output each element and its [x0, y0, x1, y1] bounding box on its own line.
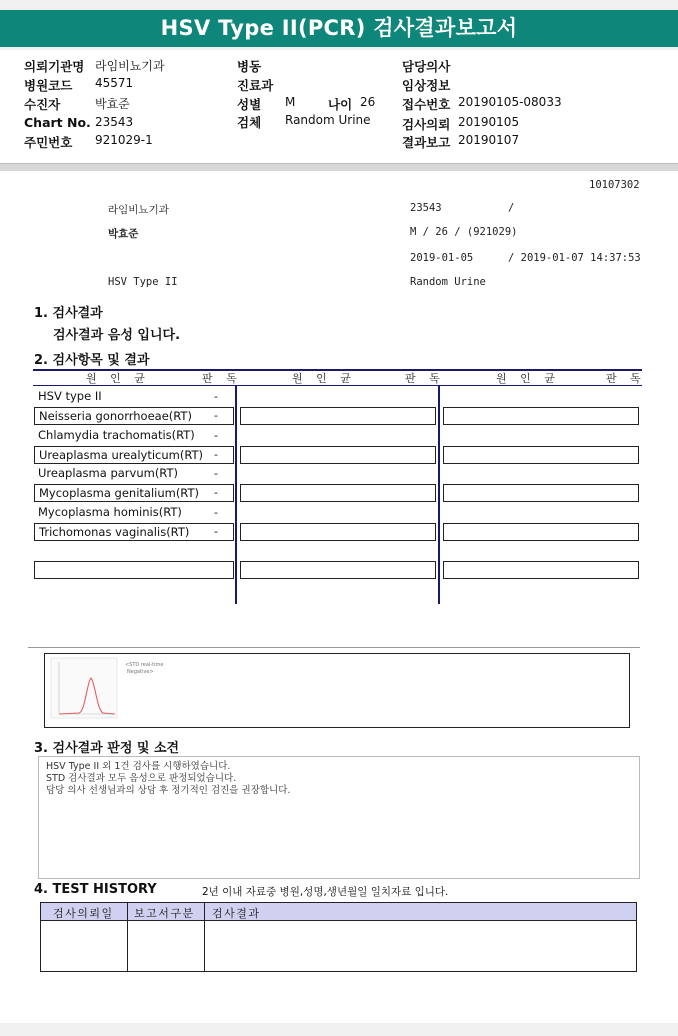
history-col-date: 검사의뢰일: [53, 907, 114, 920]
history-header: [41, 903, 636, 921]
accession-value: 20190105-08033: [458, 95, 562, 109]
table-row: Ureaplasma urealyticum(RT): [34, 446, 234, 464]
graph-label-1: <STD real-time: [125, 662, 164, 668]
clinical-label: 임상정보: [402, 78, 451, 93]
opinion-box: [38, 756, 640, 879]
table-row: Neisseria gonorrhoeae(RT): [34, 407, 234, 425]
empty-cell: [443, 484, 639, 502]
table-row: Mycoplasma genitalium(RT): [34, 484, 234, 502]
table-row: HSV type II: [38, 389, 102, 403]
empty-cell: [240, 561, 436, 579]
request-label: 검사의뢰: [402, 117, 451, 132]
col-header-result-3: 판 독: [606, 372, 646, 385]
history-table: [40, 902, 637, 972]
sex-label: 성별: [237, 97, 262, 112]
section1-title: 1. 검사결과: [34, 306, 103, 321]
summary-specimen: Random Urine: [410, 276, 486, 288]
report-body: [0, 171, 678, 1023]
section2-title: 2. 검사항목 및 결과: [34, 353, 150, 368]
col-header-result-2: 판 독: [405, 372, 445, 385]
report-title: HSV Type II(PCR) 검사결과보고서: [0, 10, 678, 47]
history-note: 2년 이내 자료중 병원,성명,생년월일 일치자료 입니다.: [202, 886, 449, 898]
empty-cell: [240, 484, 436, 502]
ward-label: 병동: [237, 59, 262, 74]
opinion-line: 담당 의사 선생님과의 상담 후 정기적인 검진을 권장합니다.: [46, 785, 291, 796]
resident-no-value: 921029-1: [95, 133, 153, 147]
row-result: -: [214, 390, 218, 403]
empty-cell: [443, 446, 639, 464]
resident-no-label: 주민번호: [24, 135, 73, 150]
row-result: -: [214, 525, 218, 538]
empty-cell: [443, 561, 639, 579]
history-col-type: 보고서구분: [134, 907, 195, 920]
summary-institution: 라임비뇨기과: [108, 204, 169, 216]
col-header-pathogen-3: 원 인 균: [496, 372, 560, 385]
empty-cell: [240, 523, 436, 541]
graph-separator: [28, 647, 640, 648]
table-row: Ureaplasma parvum(RT): [38, 466, 178, 480]
summary-sex-age: M / 26 / (921029): [410, 226, 518, 238]
row-result: -: [214, 409, 218, 422]
sex-value: M: [285, 95, 296, 109]
col-header-pathogen-1: 원 인 균: [86, 372, 150, 385]
empty-cell: [240, 407, 436, 425]
specimen-value: Random Urine: [285, 113, 371, 127]
row-result: -: [214, 486, 218, 499]
pcr-graph-box: [44, 653, 630, 728]
column-divider-1: [235, 386, 237, 604]
row-result: -: [214, 506, 218, 519]
header-info: [0, 50, 678, 164]
section4-title: 4. TEST HISTORY: [34, 882, 157, 897]
age-label: 나이: [328, 97, 353, 112]
patient-label: 수진자: [24, 97, 61, 112]
request-date: 20190105: [458, 115, 520, 129]
empty-cell: [240, 446, 436, 464]
institution-value: 라임비뇨기과: [95, 59, 165, 73]
chart-no-value: 23543: [95, 115, 134, 129]
empty-cell: [443, 523, 639, 541]
summary-date-to: / 2019-01-07 14:37:53: [508, 252, 641, 264]
opinion-line: HSV Type II 외 1건 검사를 시행하였습니다.: [46, 761, 231, 772]
col-header-pathogen-2: 원 인 균: [292, 372, 356, 385]
summary-test-name: HSV Type II: [108, 276, 178, 288]
section3-title: 3. 검사결과 판정 및 소견: [34, 741, 180, 756]
summary-date-from: 2019-01-05: [410, 252, 474, 264]
patient-value: 박효준: [95, 97, 130, 111]
row-result: -: [214, 467, 218, 480]
table-row: Mycoplasma hominis(RT): [38, 505, 182, 519]
report-label: 결과보고: [402, 135, 451, 150]
row-result: -: [214, 429, 218, 442]
table-row: Chlamydia trachomatis(RT): [38, 428, 195, 442]
accession-label: 접수번호: [402, 97, 451, 112]
report-date: 20190107: [458, 133, 520, 147]
institution-label: 의뢰기관명: [24, 59, 85, 74]
header-separator: [0, 163, 678, 171]
graph-label-2: Negative>: [127, 669, 154, 675]
row-result: -: [214, 448, 218, 461]
summary-patient: 박효준: [108, 228, 139, 240]
report-id: 10107302: [589, 179, 640, 191]
specimen-label: 검체: [237, 115, 262, 130]
dept-label: 진료과: [237, 78, 274, 93]
doctor-label: 담당의사: [402, 59, 451, 74]
opinion-line: STD 검사결과 모두 음성으로 판정되었습니다.: [46, 773, 237, 784]
summary-chart: 23543: [410, 202, 442, 214]
hospital-code-label: 병원코드: [24, 78, 73, 93]
summary-chart-slash: /: [508, 202, 515, 214]
empty-cell: [443, 407, 639, 425]
pcr-curve-chart: [45, 654, 629, 727]
column-divider-2: [438, 386, 440, 604]
hospital-code-value: 45571: [95, 76, 134, 90]
history-col-divider: [204, 903, 205, 971]
history-col-divider: [127, 903, 128, 971]
col-header-result-1: 판 독: [202, 372, 242, 385]
empty-cell: [34, 561, 234, 579]
age-value: 26: [360, 95, 376, 109]
chart-no-label: Chart No.: [24, 115, 91, 130]
history-col-result: 검사결과: [212, 907, 261, 920]
table-row: Trichomonas vaginalis(RT): [34, 523, 234, 541]
section1-result: 검사결과 음성 입니다.: [53, 328, 181, 343]
